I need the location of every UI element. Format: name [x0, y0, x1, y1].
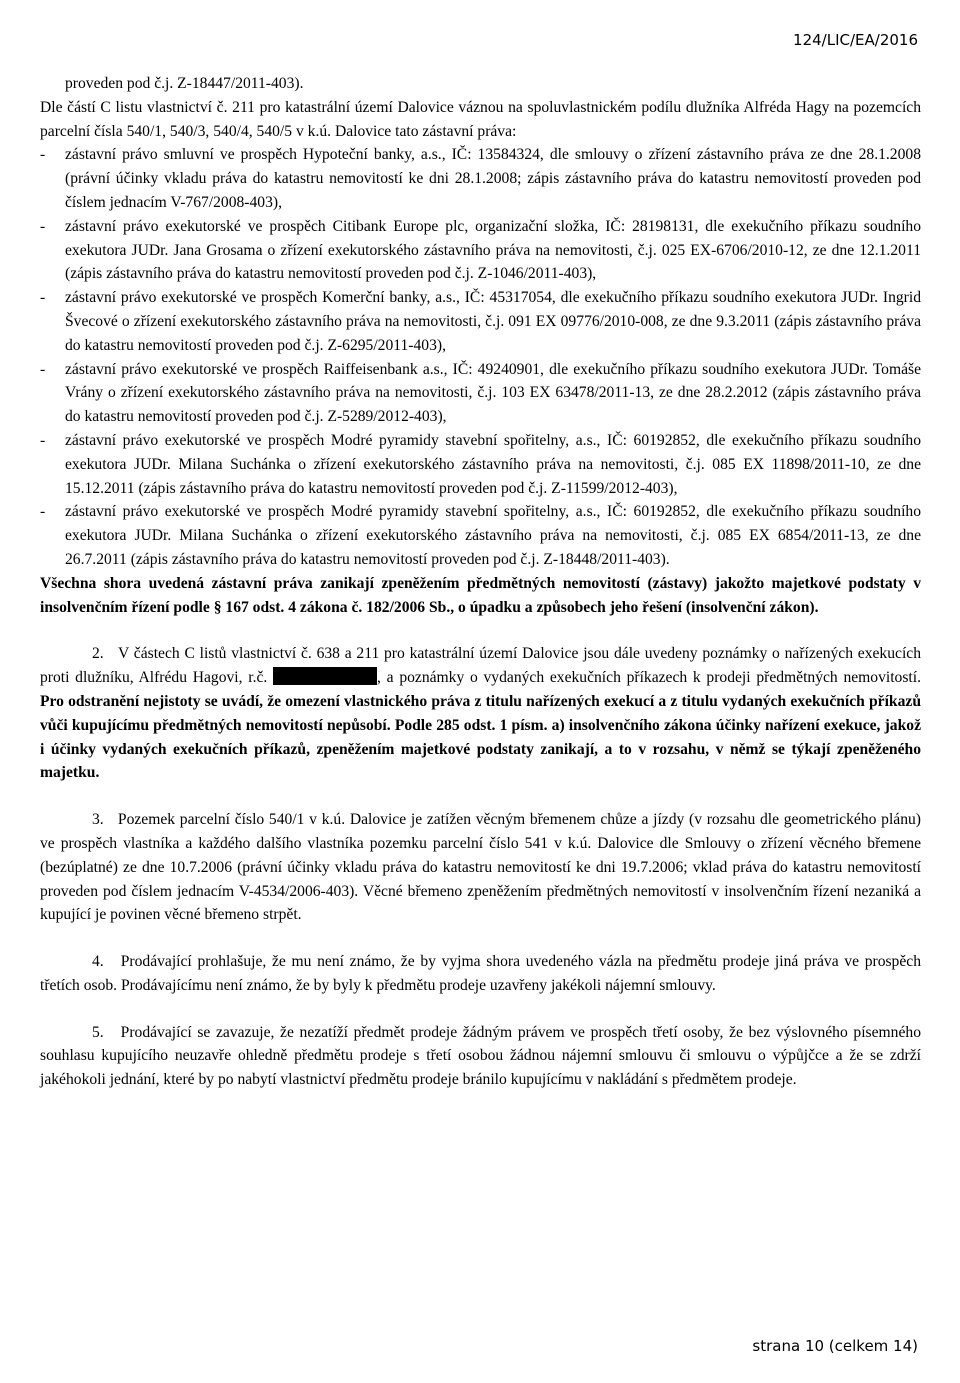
lien-item: - zástavní právo exekutorské ve prospěch Modré pyramidy stavební spořitelny, a.s., IČ: 60192852, dle exekučního příkazu soudního exekutora JUDr. Milana Suchánka o zřízení exekutorského zástavního práva na nemovitosti, č.j. 085 EX 11898/2011-10, ze dne 15.12.2011 (zápis zástavního práva do katastru nemovitostí proveden pod č.j. Z-11599/2012-403), — [40, 429, 921, 500]
document-body — [40, 72, 921, 1092]
summary-paragraph: Všechna shora uvedená zástavní práva zanikají zpeněžením předmětných nemovitostí (zástavy) jakožto majetkové podstaty v insolvenčním řízení podle § 167 odst. 4 zákona č. 182/2006 Sb., o úpadku a způsobech jeho řešení (insolvenční zákon). — [40, 574, 921, 616]
section-4 — [40, 950, 921, 998]
section-text: V částech C listů vlastnictví č. 638 a 211 pro katastrální území Dalovice jsou dále uvedeny poznámky o nařízených exekucích proti dlužníku, Alfrédu Hagovi, r.č. — [40, 645, 922, 687]
document-id: 124/LIC/EA/2016 — [793, 31, 918, 49]
continuation-line: proveden pod č.j. Z-18447/2011-403). — [65, 75, 304, 92]
redaction-box — [273, 667, 377, 685]
section-bold-text: Pro odstranění nejistoty se uvádí, že omezení vlastnického práva z titulu nařízených exekucí a z titulu vydaných exekučních příkazů vůči kupujícímu předmětných nemovitostí nepůsobí. Podle 285 odst. 1 písm. a) insolvenčního zákona účinky nařízení exekuce, jakož i účinky vydaných exekučních příkazů, zpeněžením majetkové podstaty zanikají, a to v rozsahu, v němž se týkají zpeněženého majetku. — [40, 692, 921, 782]
section-text: Prodávající prohlašuje, že mu není známo, že by vyjma shora uvedeného vázla na předmětu prodeje jiná práva ve prospěch třetích osob. Prodávajícímu není známo, že by byly k předmětu prodeje uzavřeny jakékoli nájemní smlouvy. — [40, 953, 921, 994]
section-number: 5. — [92, 1023, 104, 1041]
lien-item: - zástavní právo smluvní ve prospěch Hypoteční banky, a.s., IČ: 13584324, dle smlouvy o zřízení zástavního práva ze dne 28.1.2008 (právní účinky vkladu práva do katastru nemovitostí ke dni 28.1.2008; zápis zástavního práva do katastru nemovitostí proveden pod číslem jednacím V-767/2008-403), — [40, 143, 921, 214]
section-2 — [40, 642, 921, 785]
lien-item: - zástavní právo exekutorské ve prospěch Citibank Europe plc, organizační složka, IČ: 28198131, dle exekučního příkazu soudního exekutora JUDr. Jana Grosama o zřízení exekutorského zástavního práva na nemovitosti, č.j. 025 EX-6706/2010-12, ze dne 12.1.2011 (zápis zástavního práva do katastru nemovitostí proveden pod č.j. Z-1046/2011-403), — [40, 215, 921, 286]
intro-paragraph: Dle částí C listu vlastnictví č. 211 pro katastrální území Dalovice váznou na spoluvlastnickém podílu dlužníka Alfréda Hagy na pozemcích parcelní čísla 540/1, 540/3, 540/4, 540/5 v k.ú. Dalovice tato zástavní práva: — [40, 98, 921, 140]
lien-list — [40, 143, 921, 571]
section-3 — [40, 808, 921, 927]
lien-item: - zástavní právo exekutorské ve prospěch Modré pyramidy stavební spořitelny, a.s., IČ: 60192852, dle exekučního příkazu soudního exekutora JUDr. Milana Suchánka o zřízení exekutorského zástavního práva na nemovitosti, č.j. 085 EX 6854/2011-13, ze dne 26.7.2011 (zápis zástavního práva do katastru nemovitostí proveden pod č.j. Z-18448/2011-403). — [40, 500, 921, 571]
section-text: Prodávající se zavazuje, že nezatíží předmět prodeje žádným právem ve prospěch třetí osoby, že bez výslovného písemného souhlasu kupujícího neuzavře ohledně předmětu prodeje s třetí osobou žádnou nájemní smlouvu či smlouvu o výpůjčce a že se zdrží jakéhokoli jednání, které by po nabytí vlastnictví předmětu prodeje bránilo kupujícímu v nakládání s předmětem prodeje. — [40, 1023, 921, 1089]
section-text: , a poznámky o vydaných exekučních příkazech k prodeji předmětných nemovitostí. — [377, 669, 921, 687]
lien-item: - zástavní právo exekutorské ve prospěch Raiffeisenbank a.s., IČ: 49240901, dle exekučního příkazu soudního exekutora JUDr. Tomáše Vrány o zřízení exekutorského zástavního práva na nemovitosti, č.j. 103 EX 63478/2011-13, ze dne 28.2.2012 (zápis zástavního práva do katastru nemovitostí proveden pod č.j. Z-5289/2012-403), — [40, 358, 921, 429]
section-number: 2. — [92, 645, 104, 663]
section-text: Pozemek parcelní číslo 540/1 v k.ú. Dalovice je zatížen věcným břemenem chůze a jízdy (v rozsahu dle geometrického plánu) ve prospěch vlastníka a každého dalšího vlastníka pozemku parcelní číslo 541 v k.ú. Dalovice dle Smlouvy o zřízení věcného břemene (bezúplatné) ze dne 10.7.2006 (právní účinky vkladu práva do katastru nemovitostí ke dni 19.7.2006; vklad práva do katastru nemovitostí proveden pod číslem jednacím V-4534/2006-403). Věcné břemeno zpeněžením předmětných nemovitostí v insolvenčním řízení nezaniká a kupující je povinen věcné břemeno strpět. — [40, 811, 921, 924]
section-number: 3. — [92, 811, 104, 829]
section-number: 4. — [92, 953, 104, 971]
section-5 — [40, 1021, 921, 1092]
page-number: strana 10 (celkem 14) — [752, 1337, 918, 1355]
lien-item: - zástavní právo exekutorské ve prospěch Komerční banky, a.s., IČ: 45317054, dle exekučního příkazu soudního exekutora JUDr. Ingrid Švecové o zřízení exekutorského zástavního práva na nemovitosti, č.j. 091 EX 09776/2010-008, ze dne 9.3.2011 (zápis zástavního práva do katastru nemovitostí proveden pod č.j. Z-6295/2011-403), — [40, 286, 921, 357]
